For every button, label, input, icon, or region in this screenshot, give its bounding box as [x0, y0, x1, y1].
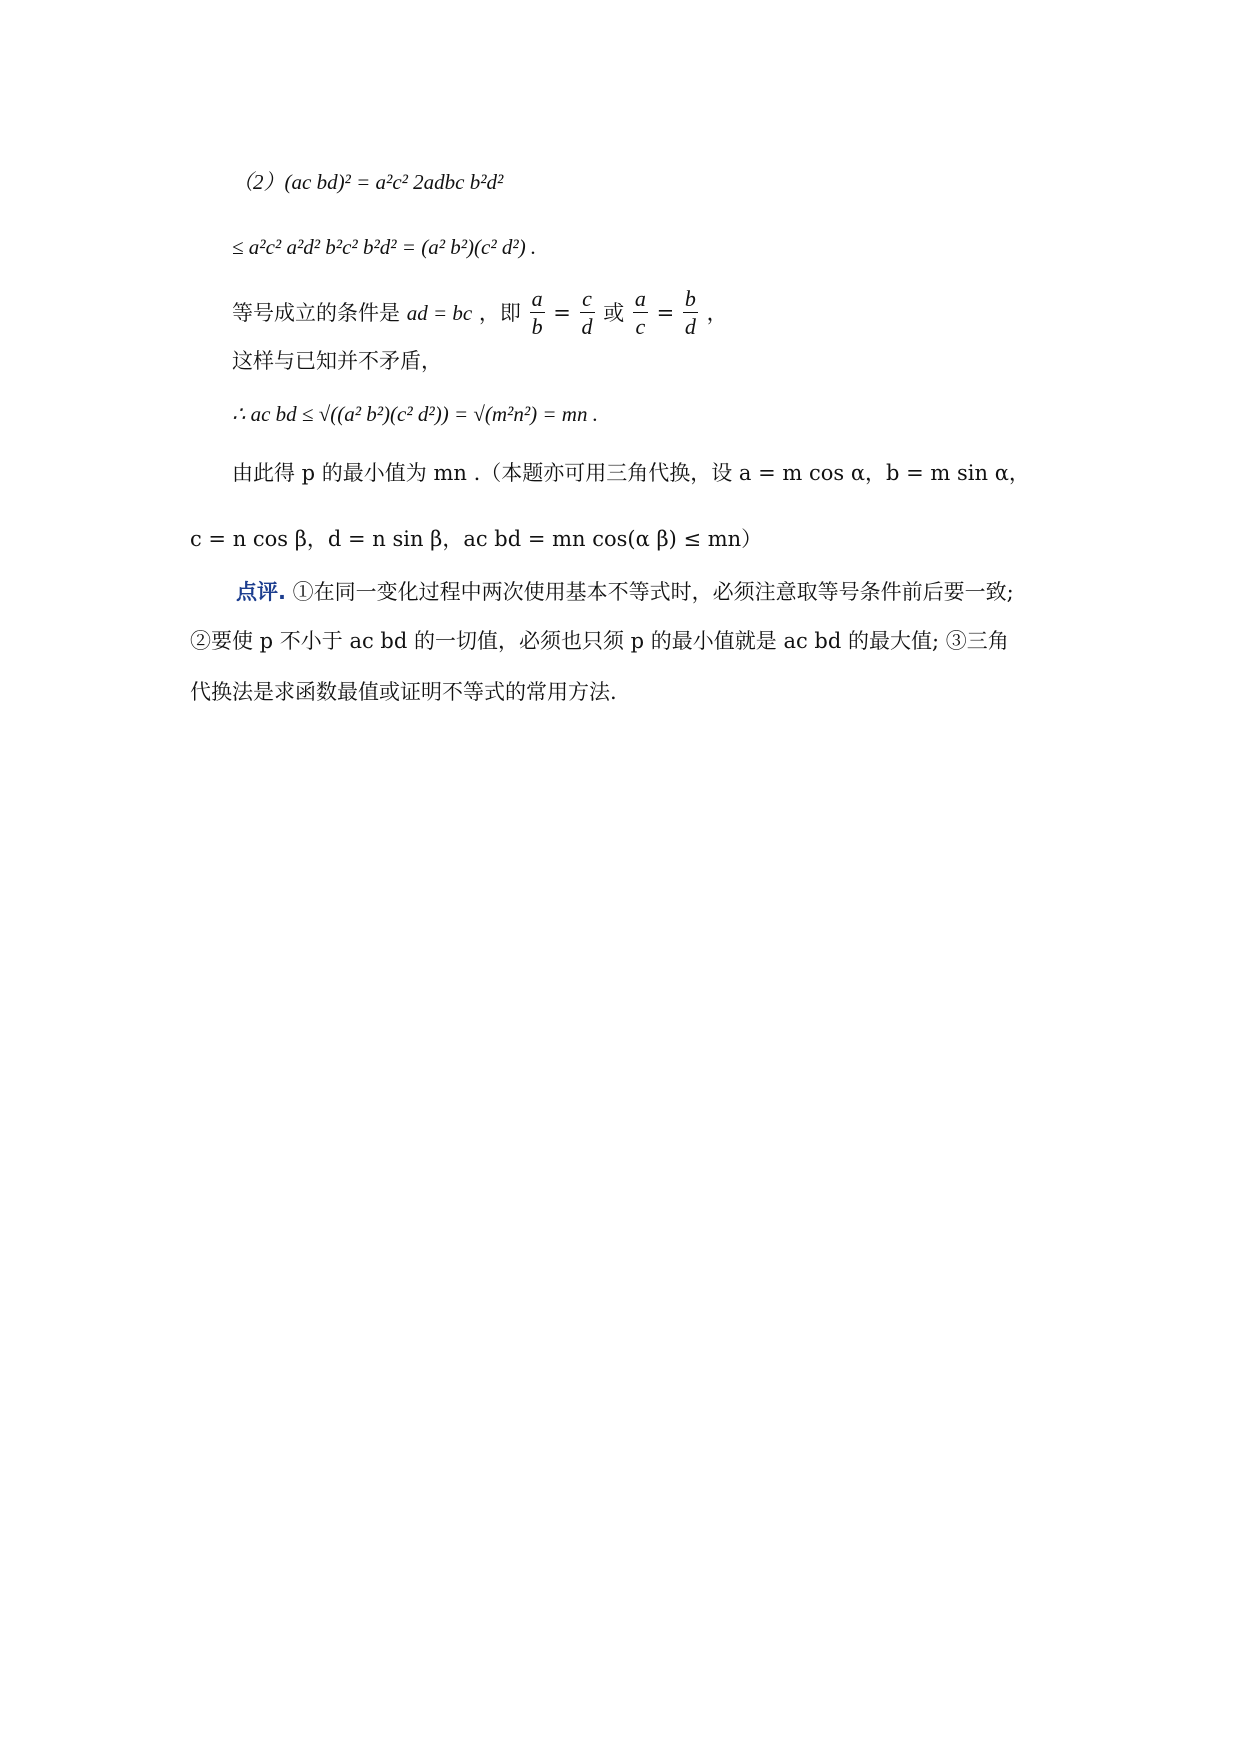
fraction-a-over-b — [530, 288, 545, 338]
line-comment-1 — [236, 582, 1014, 603]
line-min-value: 由此得 p 的最小值为 mn .（本题亦可用三角代换，设 a = m cos α，b = m sin α， — [232, 461, 1030, 485]
comment-text-1: ①在同一变化过程中两次使用基本不等式时，必须注意取等号条件前后要一致; — [292, 580, 1014, 604]
comma: ， — [706, 300, 728, 325]
frac-numerator: c — [580, 288, 595, 313]
frac-denominator: b — [531, 314, 543, 339]
frac-numerator: a — [634, 286, 646, 311]
equals-sign: = — [656, 300, 675, 325]
line-expansion: （2）(ac bd)² = a²c² 2adbc b²d² — [232, 170, 504, 194]
frac-denominator: c — [635, 314, 646, 339]
fraction-a-over-c — [633, 288, 648, 338]
fraction-b-over-d — [683, 288, 698, 338]
line-comment-2: ②要使 p 不小于 ac bd 的一切值，必须也只须 p 的最小值就是 ac bd 的最大值; ③三角 — [190, 629, 1009, 653]
condition-jiji: ，即 — [478, 300, 521, 325]
frac-denominator: d — [684, 314, 696, 339]
or-word: 或 — [603, 300, 625, 325]
frac-denominator: d — [581, 314, 593, 339]
equals-sign: = — [553, 300, 571, 325]
frac-numerator: a — [531, 286, 543, 311]
line-no-contradiction: 这样与已知并不矛盾， — [232, 349, 442, 373]
condition-ad-bc: ad = bc — [406, 300, 473, 325]
comment-label: 点评. — [236, 580, 286, 604]
fraction-c-over-d — [580, 288, 595, 338]
line-trig-substitution: c = n cos β，d = n sin β，ac bd = mn cos(α β) ≤ mn） — [190, 527, 763, 551]
line-inequality: ≤ a²c² a²d² b²c² b²d² = (a² b²)(c² d²) . — [232, 235, 537, 259]
line-equality-condition — [232, 288, 728, 338]
condition-prefix: 等号成立的条件是 — [232, 300, 400, 325]
frac-numerator: b — [684, 286, 696, 311]
line-comment-3: 代换法是求函数最值或证明不等式的常用方法. — [190, 680, 617, 704]
line-therefore: ∴ ac bd ≤ √((a² b²)(c² d²)) = √(m²n²) = mn . — [232, 402, 598, 426]
